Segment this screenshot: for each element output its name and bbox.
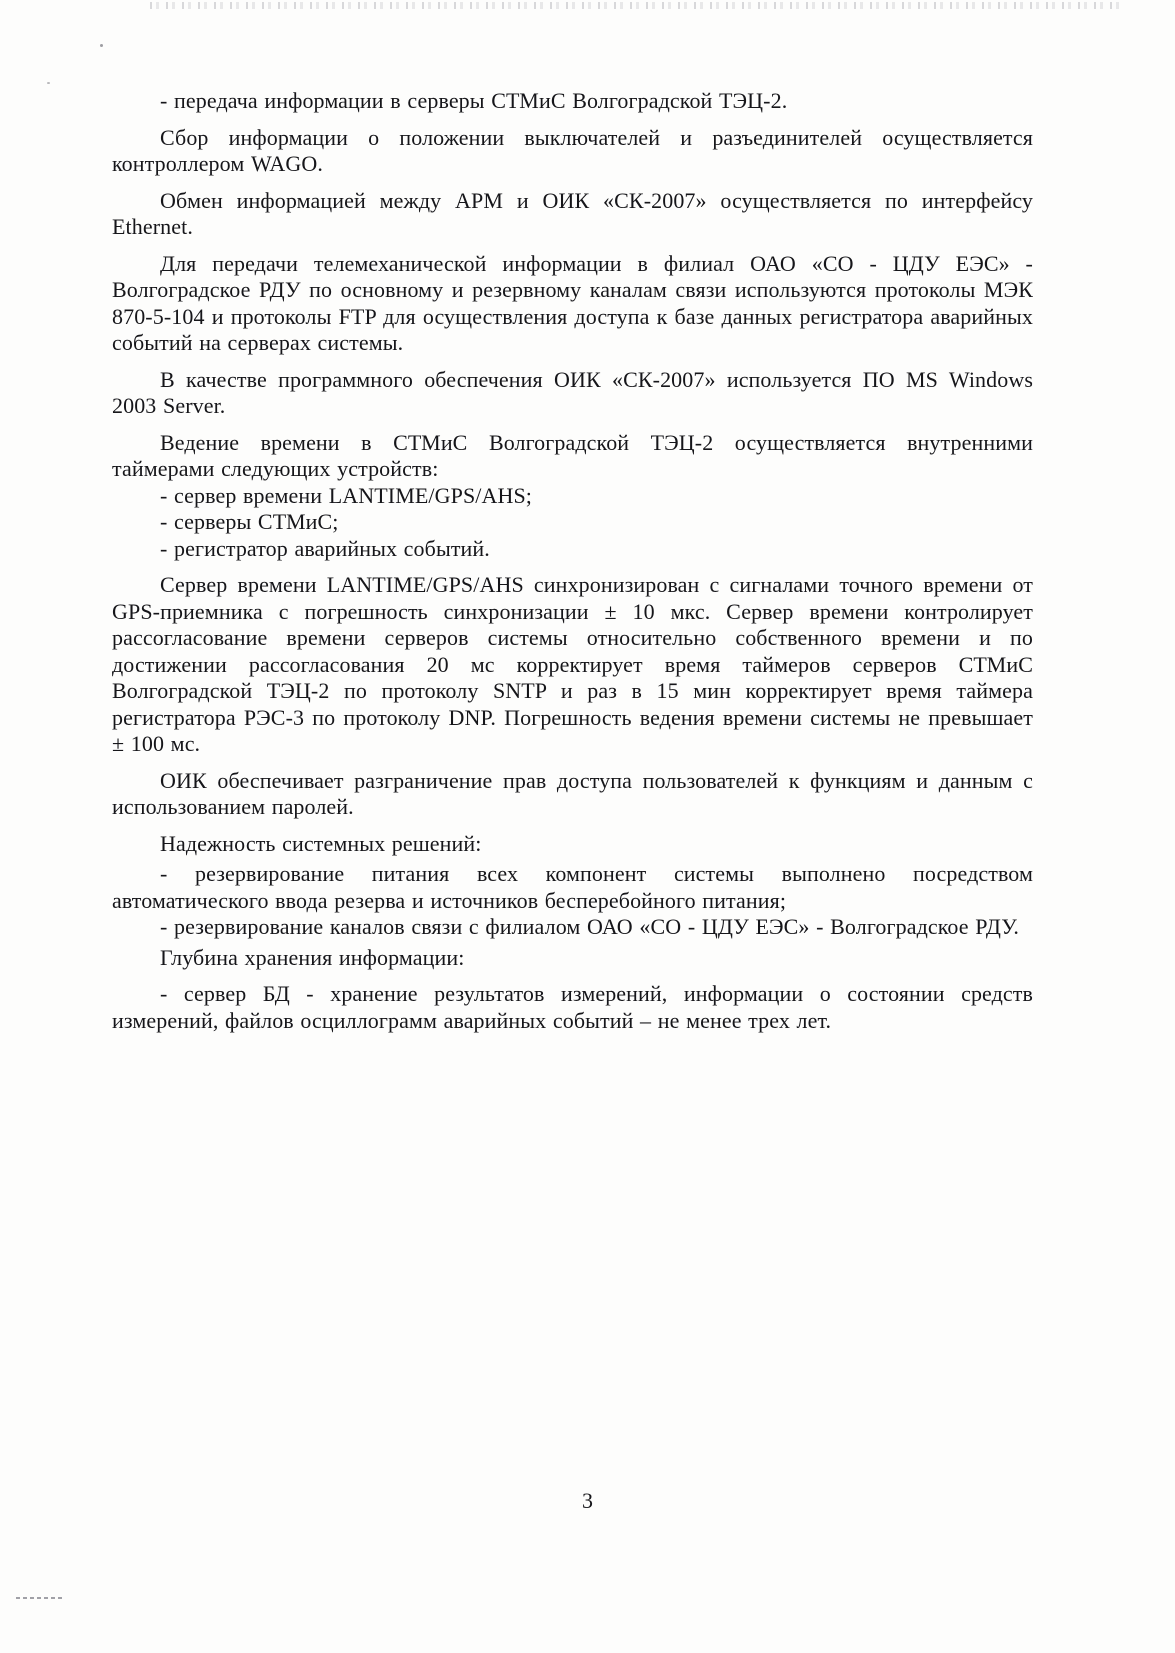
scan-speck xyxy=(100,44,103,47)
list-item: - резервирование каналов связи с филиалом ОАО «СО - ЦДУ ЕЭС» - Волгоградское РДУ. xyxy=(160,914,1019,939)
paragraph: - сервер БД - хранение результатов измерений, информации о состоянии средств измерений, файлов осциллограмм аварийных событий – не менее трех лет. xyxy=(112,981,1033,1033)
scan-artifact-bottom xyxy=(16,1597,64,1599)
paragraph: Сервер времени LANTIME/GPS/AHS синхронизирован с сигналами точного времени от GPS-приемника с погрешность синхронизации ± 10 мкс. Сервер времени контролирует рассогласование времени серверов системы относительно собственного времени и по достижении рассогласования 20 мс корректирует время таймеров серверов СТМиС Волгоградской ТЭЦ-2 по протоколу SNTP и раз в 15 мин корректирует время таймера регистратора РЭС-3 по протоколу DNP. Погрешность ведения времени системы не превышает ± 100 мс. xyxy=(112,572,1033,756)
list-item: - резервирование питания всех компонент системы выполнено посредством автоматического ввода резерва и источников бесперебойного питания; xyxy=(112,861,1033,913)
paragraph: Глубина хранения информации: xyxy=(160,944,465,970)
scan-speck xyxy=(47,82,50,84)
paragraph: Надежность системных решений: xyxy=(160,830,482,856)
list-item: - серверы СТМиС; xyxy=(160,509,339,534)
paragraph: - передача информации в серверы СТМиС Волгоградской ТЭЦ-2. xyxy=(160,88,788,113)
list-item: - сервер времени LANTIME/GPS/AHS; xyxy=(160,482,533,508)
paragraph: Для передачи телемеханической информации в филиал ОАО «СО - ЦДУ ЕЭС» - Волгоградское РДУ по основному и резервному каналам связи используются протоколы МЭК 870-5-104 и протоколы FTP для осуществления доступа к базе данных регистратора аварийных событий на серверах системы. xyxy=(112,250,1033,355)
paragraph: Обмен информацией между АРМ и ОИК «СК-2007» осуществляется по интерфейсу Ethernet. xyxy=(112,187,1033,239)
document-body xyxy=(112,88,1033,1034)
list-item: - регистратор аварийных событий. xyxy=(160,535,490,561)
scan-artifact-top xyxy=(150,2,1120,9)
paragraph: Сбор информации о положении выключателей и разъединителей осуществляется контроллером WAGO. xyxy=(112,124,1033,176)
paragraph: Ведение времени в СТМиС Волгоградской ТЭЦ-2 осуществляется внутренними таймерами следующих устройств: xyxy=(112,429,1033,481)
paragraph: ОИК обеспечивает разграничение прав доступа пользователей к функциям и данным с использованием паролей. xyxy=(112,767,1033,819)
paragraph: В качестве программного обеспечения ОИК «СК-2007» используется ПО MS Windows 2003 Server. xyxy=(112,366,1033,418)
page-number: 3 xyxy=(582,1488,593,1513)
